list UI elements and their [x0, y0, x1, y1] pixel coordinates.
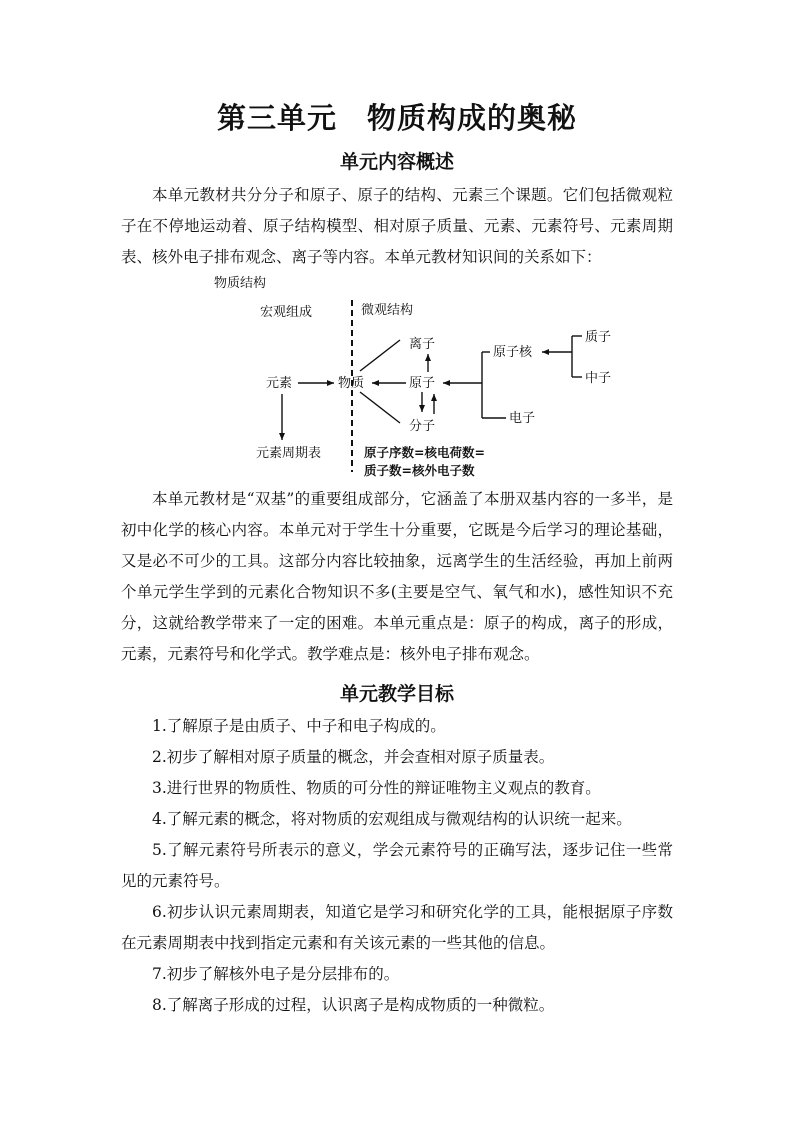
goal-item-7: 7.初步了解核外电子是分层排布的。 [152, 965, 400, 983]
diagram-node-substance: 物质 [338, 376, 365, 391]
diagram-node-proton: 质子 [585, 330, 612, 345]
knowledge-relation-diagram [200, 268, 640, 484]
goal-item-3: 3.进行世界的物质性、物质的可分性的辩证唯物主义观点的教育。 [152, 779, 601, 797]
diagram-structure-label: 物质结构 [214, 276, 267, 291]
diagram-node-nucleus: 原子核 [493, 345, 533, 360]
overview-paragraph-1: 本单元教材共分分子和原子、原子的结构、元素三个课题。它们包括微观粒子在不停地运动着、原子结构模型、相对原子质量、元素、元素符号、元素周期表、核外电子排布观念、离子等内容。本单元教材知识间的关系如下： [121, 186, 673, 266]
diagram-micro-label: 微观结构 [361, 303, 414, 318]
goal-item-1: 1.了解原子是由质子、中子和电子构成的。 [152, 717, 446, 735]
diagram-macro-label: 宏观组成 [260, 305, 313, 320]
goal-item-8: 8.了解离子形成的过程，认识离子是构成物质的一种微粒。 [152, 996, 555, 1014]
diagram-formula-line-1: 原子序数=核电荷数= [364, 445, 485, 460]
overview-paragraph-2: 本单元教材是“双基”的重要组成部分，它涵盖了本册双基内容的一多半，是初中化学的核心内容。本单元对于学生十分重要，它既是今后学习的理论基础，又是必不可少的工具。这部分内容比较抽象，远离学生的生活经验，再加上前两个单元学生学到的元素化合物知识不多(主要是空气、氧气和水)，感性知识不充分，这就给教学带来了一定的困难。本单元重点是：原子的构成，离子的形成，元素，元素符号和化学式。教学难点是：核外电子排布观念。 [121, 490, 673, 663]
line-substance-molecule [360, 392, 400, 423]
diagram-node-periodic-table: 元素周期表 [256, 446, 322, 461]
goal-item-2: 2.初步了解相对原子质量的概念，并会查相对原子质量表。 [152, 748, 555, 766]
diagram-node-ion: 离子 [409, 337, 436, 352]
diagram-node-atom: 原子 [409, 376, 436, 391]
page-title: 第三单元 物质构成的奥秘 [216, 101, 577, 135]
line-substance-ion [360, 340, 400, 371]
diagram-node-neutron: 中子 [585, 371, 612, 386]
diagram-node-electron: 电子 [509, 411, 536, 426]
diagram-node-molecule: 分子 [409, 419, 436, 434]
overview-heading: 单元内容概述 [339, 151, 454, 173]
goal-item-5: 5.了解元素符号所表示的意义，学会元素符号的正确写法，逐步记住一些常见的元素符号。 [121, 841, 673, 890]
goal-item-6: 6.初步认识元素周期表，知道它是学习和研究化学的工具，能根据原子序数在元素周期表中找到指定元素和有关该元素的一些其他的信息。 [121, 903, 673, 952]
goals-heading: 单元教学目标 [339, 683, 454, 705]
goal-item-4: 4.了解元素的概念，将对物质的宏观组成与微观结构的认识统一起来。 [152, 810, 632, 828]
diagram-formula-line-2: 质子数=核外电子数 [364, 463, 475, 478]
diagram-node-element: 元素 [266, 376, 293, 391]
